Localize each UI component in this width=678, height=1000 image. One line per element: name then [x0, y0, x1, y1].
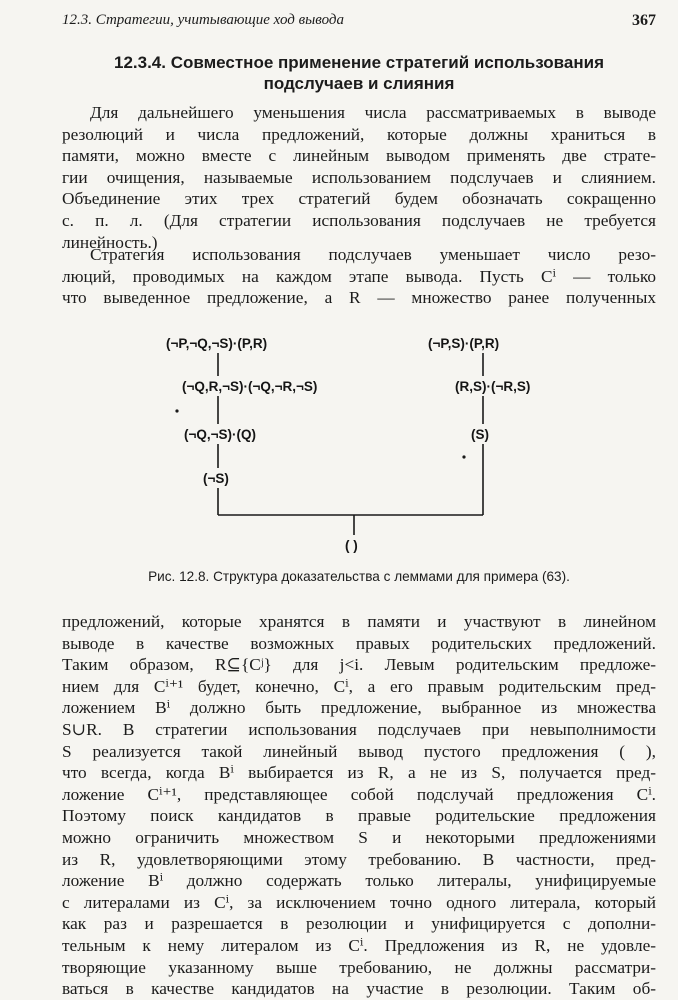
text-line: ложением Bⁱ должно быть предложение, выбранное из множества	[62, 698, 656, 718]
text-line: S реализуется такой линейный вывод пустого предложения ( ),	[62, 741, 656, 761]
text-line: что выведенное предложение, а R — множество ранее полученных	[62, 288, 656, 308]
text-line: с литералами из Cⁱ, за исключением точно одного литерала, который	[62, 892, 656, 912]
proof-structure-figure	[62, 320, 656, 590]
text-line: S∪R. В стратегии использования подслучаев при невыполнимости	[62, 719, 656, 739]
page-number: 367	[632, 12, 656, 29]
section-title-line: 12.3.4. Совместное применение стратегий использования	[114, 53, 604, 72]
text-line: гии очищения, называемые использованием подслучаев и слиянием.	[62, 167, 656, 187]
right-level3-clause: (S)	[471, 427, 489, 442]
text-line: люций, проводимых на каждом этапе вывода. Пусть Cⁱ — только	[62, 266, 656, 286]
stray-dot	[462, 455, 465, 458]
text-line: можно ограничить множеством S и некоторыми предложениями	[62, 827, 656, 847]
left-level2-clause: (¬Q,R,¬S)·(¬Q,¬R,¬S)	[182, 379, 318, 394]
section-title	[62, 52, 656, 94]
left-level4-clause: (¬S)	[203, 471, 229, 486]
text-line: Стратегия использования подслучаев уменьшает число резо-	[90, 245, 656, 264]
left-level3-clause: (¬Q,¬S)·(Q)	[184, 427, 257, 442]
text-line: предложений, которые хранятся в памяти и участвуют в линейном	[62, 612, 656, 631]
paragraph-2	[62, 244, 656, 309]
figure-caption: Рис. 12.8. Структура доказательства с леммами для примера (63).	[148, 569, 570, 584]
figure-connectors	[62, 320, 656, 570]
text-line: ложение Cⁱ⁺¹, представляющее собой подслучай предложения Cⁱ.	[62, 784, 656, 804]
text-line: тельным к нему литералом из Cⁱ. Предложения из R, не удовле-	[62, 935, 656, 955]
text-line: выводе в качестве возможных правых родительских предложений.	[62, 633, 656, 653]
left-root-clause: (¬P,¬Q,¬S)·(P,R)	[166, 336, 268, 351]
text-line: творяющие указанному выше требованию, не должны рассматри-	[62, 957, 656, 977]
paragraph-3	[62, 611, 656, 1000]
text-line: Объединение этих трех стратегий будем обозначать сокращенно	[62, 189, 656, 209]
paragraph-1	[62, 102, 656, 253]
section-title-line: подслучаев и слияния	[263, 74, 455, 93]
right-level2-clause: (R,S)·(¬R,S)	[455, 379, 531, 394]
text-line: из R, удовлетворяющими этому требованию. В частности, пред-	[62, 849, 656, 869]
text-line: памяти, можно вместе с линейным выводом применять две страте-	[62, 146, 656, 166]
stray-dot	[175, 409, 178, 412]
text-line: резолюций и числа предложений, которые должны храниться в	[62, 124, 656, 144]
text-line: как раз и разрешается в резолюции и унифицируется с дополни-	[62, 914, 656, 934]
right-root-clause: (¬P,S)·(P,R)	[428, 336, 500, 351]
text-line: нием для Cⁱ⁺¹ будет, конечно, Cⁱ, а его правым родительским пред-	[62, 676, 656, 696]
text-line: Поэтому поиск кандидатов в правые родительские предложения	[62, 806, 656, 826]
text-line: линейность.)	[62, 232, 158, 252]
empty-clause: ( )	[345, 538, 358, 553]
running-head: 12.3. Стратегии, учитывающие ход вывода	[62, 12, 344, 28]
text-line: что всегда, когда Bⁱ выбирается из R, а не из S, получается пред-	[62, 763, 656, 783]
text-line: с. п. л. (Для стратегии использования подслучаев не требуется	[62, 210, 656, 230]
text-line: ложение Bⁱ должно содержать только литералы, унифицируемые	[62, 871, 656, 891]
page-header	[62, 10, 656, 36]
text-line: Таким образом, R⊆{Cʲ} для j<i. Левым родительским предложе-	[62, 655, 656, 675]
text-line: ваться в качестве кандидатов на участие в резолюции. Таким об-	[62, 979, 656, 999]
text-line: Для дальнейшего уменьшения числа рассматриваемых в выводе	[90, 103, 656, 122]
